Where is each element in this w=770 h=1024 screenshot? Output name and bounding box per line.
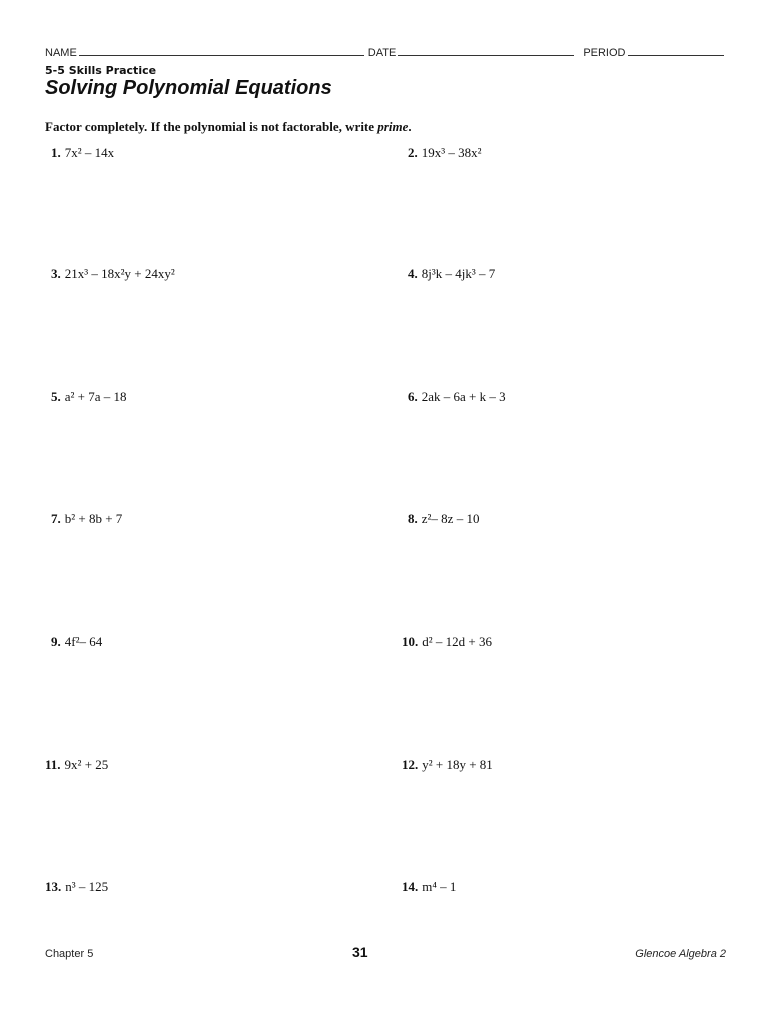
problem-number: 6. [408,389,418,404]
problem-expression: m⁴ – 1 [422,879,457,894]
problem-number: 7. [51,511,61,526]
problem-expression: 19x³ – 38x² [421,145,482,160]
problem-expression: n³ – 125 [65,879,109,894]
problem-number: 2. [408,145,418,160]
period-label: PERIOD [583,47,626,59]
problem-number: 9. [51,634,61,649]
problem-expression: b² + 8b + 7 [64,511,123,526]
problem-4 [408,266,495,282]
problem-expression: 21x³ – 18x²y + 24xy² [64,266,175,281]
problem-11 [45,757,108,773]
problem-number: 14. [402,879,419,894]
date-label: DATE [367,47,397,59]
instructions-suffix: . [408,119,412,134]
problem-expression: a² + 7a – 18 [64,389,127,404]
problem-8 [408,511,479,527]
name-label: NAME [45,47,77,59]
problem-expression: d² – 12d + 36 [422,634,492,649]
problem-expression: z²– 8z – 10 [421,511,480,526]
problem-expression: y² + 18y + 81 [422,757,493,772]
lesson-series: 5-5 Skills Practice [45,64,157,77]
problem-9 [51,634,102,650]
problem-2 [408,145,482,161]
instructions [45,119,412,135]
problem-number: 3. [51,266,61,281]
problem-expression: 9x² + 25 [64,757,109,772]
problem-14 [402,879,456,895]
problem-expression: 7x² – 14x [64,145,115,160]
problem-number: 11. [45,757,61,772]
footer-page-number: 31 [352,944,368,960]
problem-number: 1. [51,145,61,160]
problem-number: 8. [408,511,418,526]
footer-chapter: Chapter 5 [45,948,94,960]
problem-number: 13. [45,879,62,894]
problem-expression: 8j³k – 4jk³ – 7 [421,266,496,281]
instructions-emphasis: prime [377,119,409,134]
instructions-text: Factor completely. If the polynomial is not factorable, write [45,119,378,134]
problem-3 [51,266,175,282]
date-blank[interactable] [398,46,574,56]
student-info-line [45,46,724,59]
problem-expression: 2ak – 6a + k – 3 [421,389,506,404]
problem-6 [408,389,506,405]
problem-13 [45,879,108,895]
problem-7 [51,511,122,527]
problem-1 [51,145,114,161]
period-blank[interactable] [628,46,725,56]
footer-book-title: Glencoe Algebra 2 [635,948,726,960]
problem-number: 4. [408,266,418,281]
problem-5 [51,389,127,405]
name-blank[interactable] [79,46,364,56]
problem-number: 5. [51,389,61,404]
problem-number: 12. [402,757,419,772]
problem-expression: 4f²– 64 [64,634,103,649]
problem-10 [402,634,492,650]
problem-number: 10. [402,634,419,649]
page-title: Solving Polynomial Equations [45,77,332,99]
problem-12 [402,757,493,773]
